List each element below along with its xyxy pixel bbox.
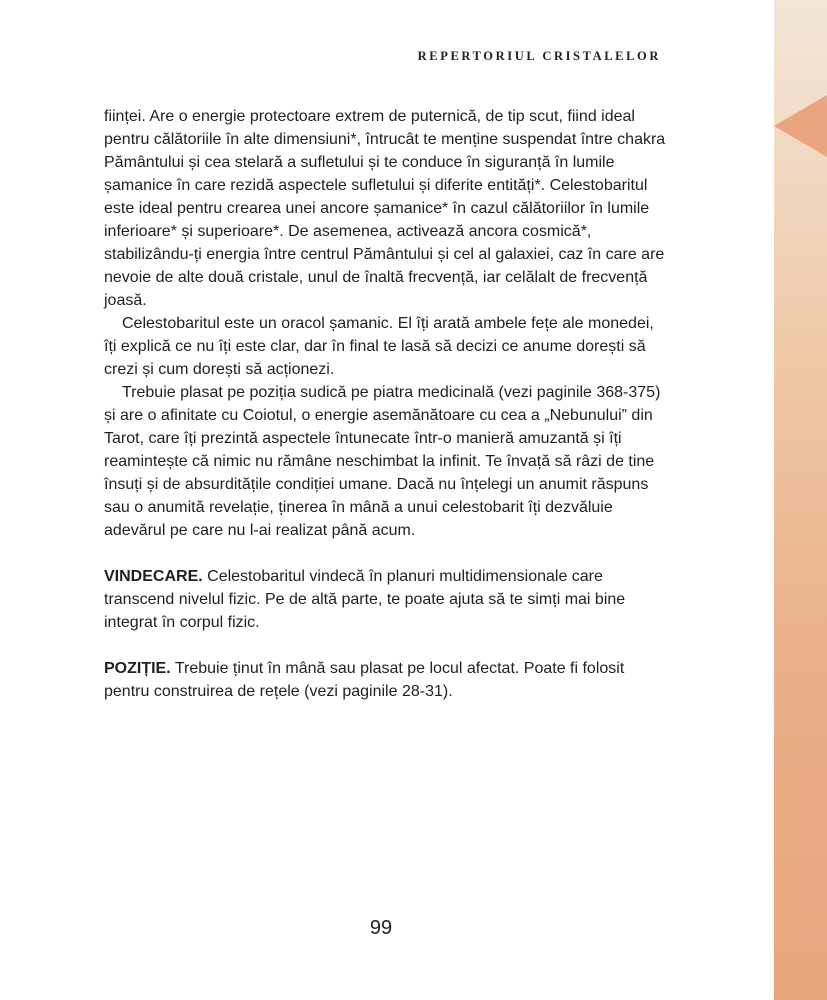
running-head: REPERTORIUL CRISTALELOR <box>417 49 661 63</box>
paragraph-continued: ființei. Are o energie protectoare extrem de puternică, de tip scut, fiind ideal pentru călătoriile în alte dimensiuni*, întrucât te menține suspendat între chakra Pământului și cea stelară a sufletului și te conduce în siguranță în lumile șamanice în care rezidă aspectele sufletului și diferite entități*. Celestobaritul este ideal pentru crearea unei ancore șamanice* în cazul călătoriilor în lumile inferioare* și superioare*. De asemenea, activează ancora cosmică*, stabilizându-ți energia între centrul Pământului și cel al galaxiei, caz în care are nevoie de alte două cristale, unul de înaltă frecvență, iar celălalt de frecvență joasă. <box>104 108 666 309</box>
paragraph-placement: Trebuie plasat pe poziția sudică pe piatra medicinală (vezi paginile 368-375) și are o afinitate cu Coiotul, o energie asemănătoare cu cea a „Nebunului” din Tarot, care îți prezintă aspectele întunecate într-o manieră amuzantă și îți reamintește că nimic nu rămâne neschimbat la infinit. Te învață să râzi de tine însuți și de absurditățile condiției umane. Dacă nu înțelegi un anumit răspuns sau o anumită revelație, ținerea în mână a unui celestobarit îți dezvăluie adevărul pe care nu l-ai realizat până acum. <box>104 384 661 539</box>
paragraph-oracle: Celestobaritul este un oracol șamanic. El îți arată ambele fețe ale monedei, îți explică ce nu îți este clar, dar în final te lasă să decizi ce anume dorești să crezi și cum dorești să acționezi. <box>104 315 654 378</box>
section-label: POZIȚIE. <box>104 660 171 677</box>
section-text: Trebuie ținut în mână sau plasat pe locul afectat. Poate fi folosit pentru construirea de rețele (vezi paginile 28-31). <box>104 660 625 700</box>
page-body <box>104 105 670 703</box>
section-pozitie <box>104 657 670 703</box>
section-label: VINDECARE. <box>104 568 203 585</box>
section-text: Celestobaritul vindecă în planuri multidimensionale care transcend nivelul fizic. Pe de altă parte, te poate ajuta să te simți mai bine integrat în corpul fizic. <box>104 568 626 631</box>
section-vindecare <box>104 565 670 634</box>
page-number: 99 <box>369 917 393 939</box>
chapter-tab-arrow-icon <box>774 95 827 157</box>
